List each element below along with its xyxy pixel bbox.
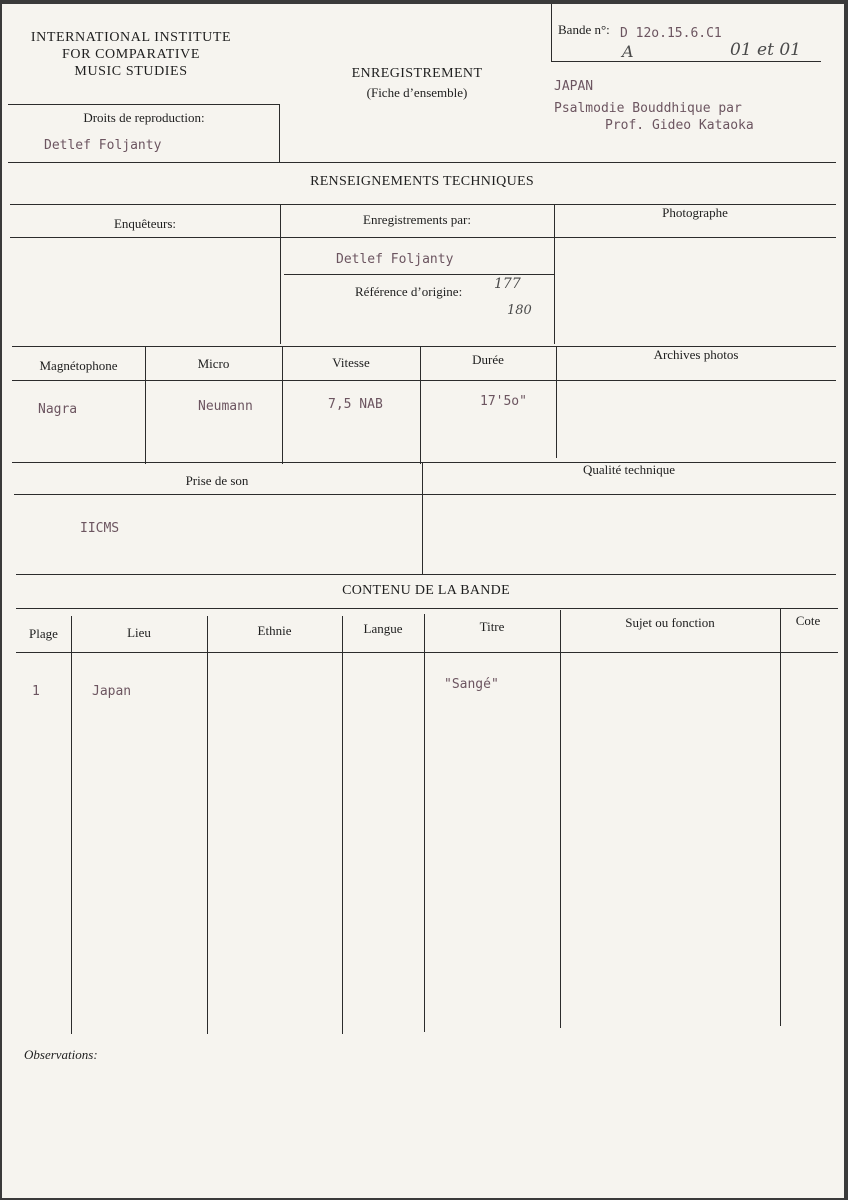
sound-capture-label: Prise de son [185,473,249,488]
bande-label: Bande n°: [558,22,610,37]
col-cote: Cote [795,613,821,628]
country: JAPAN [554,79,594,94]
sound-capture-value: IICMS [80,521,120,536]
microphone-label: Micro [197,356,230,371]
origin-reference-label: Référence d’origine: [355,284,463,299]
bande-side: A [622,42,634,61]
microphone-value: Neumann [198,399,253,414]
description-line-1: Psalmodie Bouddhique par [554,101,742,116]
col-lieu: Lieu [127,625,151,640]
photo-archives-label: Archives photos [653,347,739,362]
duration-label: Durée [472,352,504,367]
institute-name [6,29,256,80]
col-plage: Plage [29,626,58,641]
recorded-by-value: Detlef Foljanty [336,252,454,267]
bande-track-note: 01 et 01 [730,40,801,60]
observations-label: Observations: [24,1047,98,1062]
col-titre: Titre [479,619,505,634]
record-sheet [2,4,844,1198]
institute-line-2: FOR COMPARATIVE [61,47,200,62]
recorded-by-label: Enregistrements par: [363,212,471,227]
investigators-label: Enquêteurs: [113,216,177,231]
col-ethnie: Ethnie [257,623,292,638]
form-title: ENREGISTREMENT [351,66,483,81]
origin-reference-1: 177 [494,276,521,292]
rights-label: Droits de reproduction: [83,110,205,125]
tape-recorder-label: Magnétophone [39,358,118,373]
col-sujet: Sujet ou fonction [625,615,715,630]
row-lieu: Japan [92,684,132,699]
col-langue: Langue [363,621,403,636]
rights-holder: Detlef Foljanty [44,138,162,153]
section-technical: RENSEIGNEMENTS TECHNIQUES [310,174,534,189]
origin-reference-2: 180 [507,303,532,318]
photographer-label: Photographe [662,205,728,220]
bande-number: D 12o.15.6.C1 [620,26,722,41]
institute-line-1: INTERNATIONAL INSTITUTE [30,30,232,45]
row-titre: "Sangé" [444,677,499,692]
section-content: CONTENU DE LA BANDE [342,583,510,598]
technical-quality-label: Qualité technique [582,462,676,477]
row-plage: 1 [32,684,40,699]
institute-line-3: MUSIC STUDIES [74,64,188,79]
form-subtitle: (Fiche d’ensemble) [366,85,468,100]
speed-value: 7,5 NAB [328,397,383,412]
description-line-2: Prof. Gideo Kataoka [605,118,754,133]
tape-recorder-value: Nagra [38,402,78,417]
duration-value: 17'5o" [480,394,527,409]
speed-label: Vitesse [332,355,370,370]
